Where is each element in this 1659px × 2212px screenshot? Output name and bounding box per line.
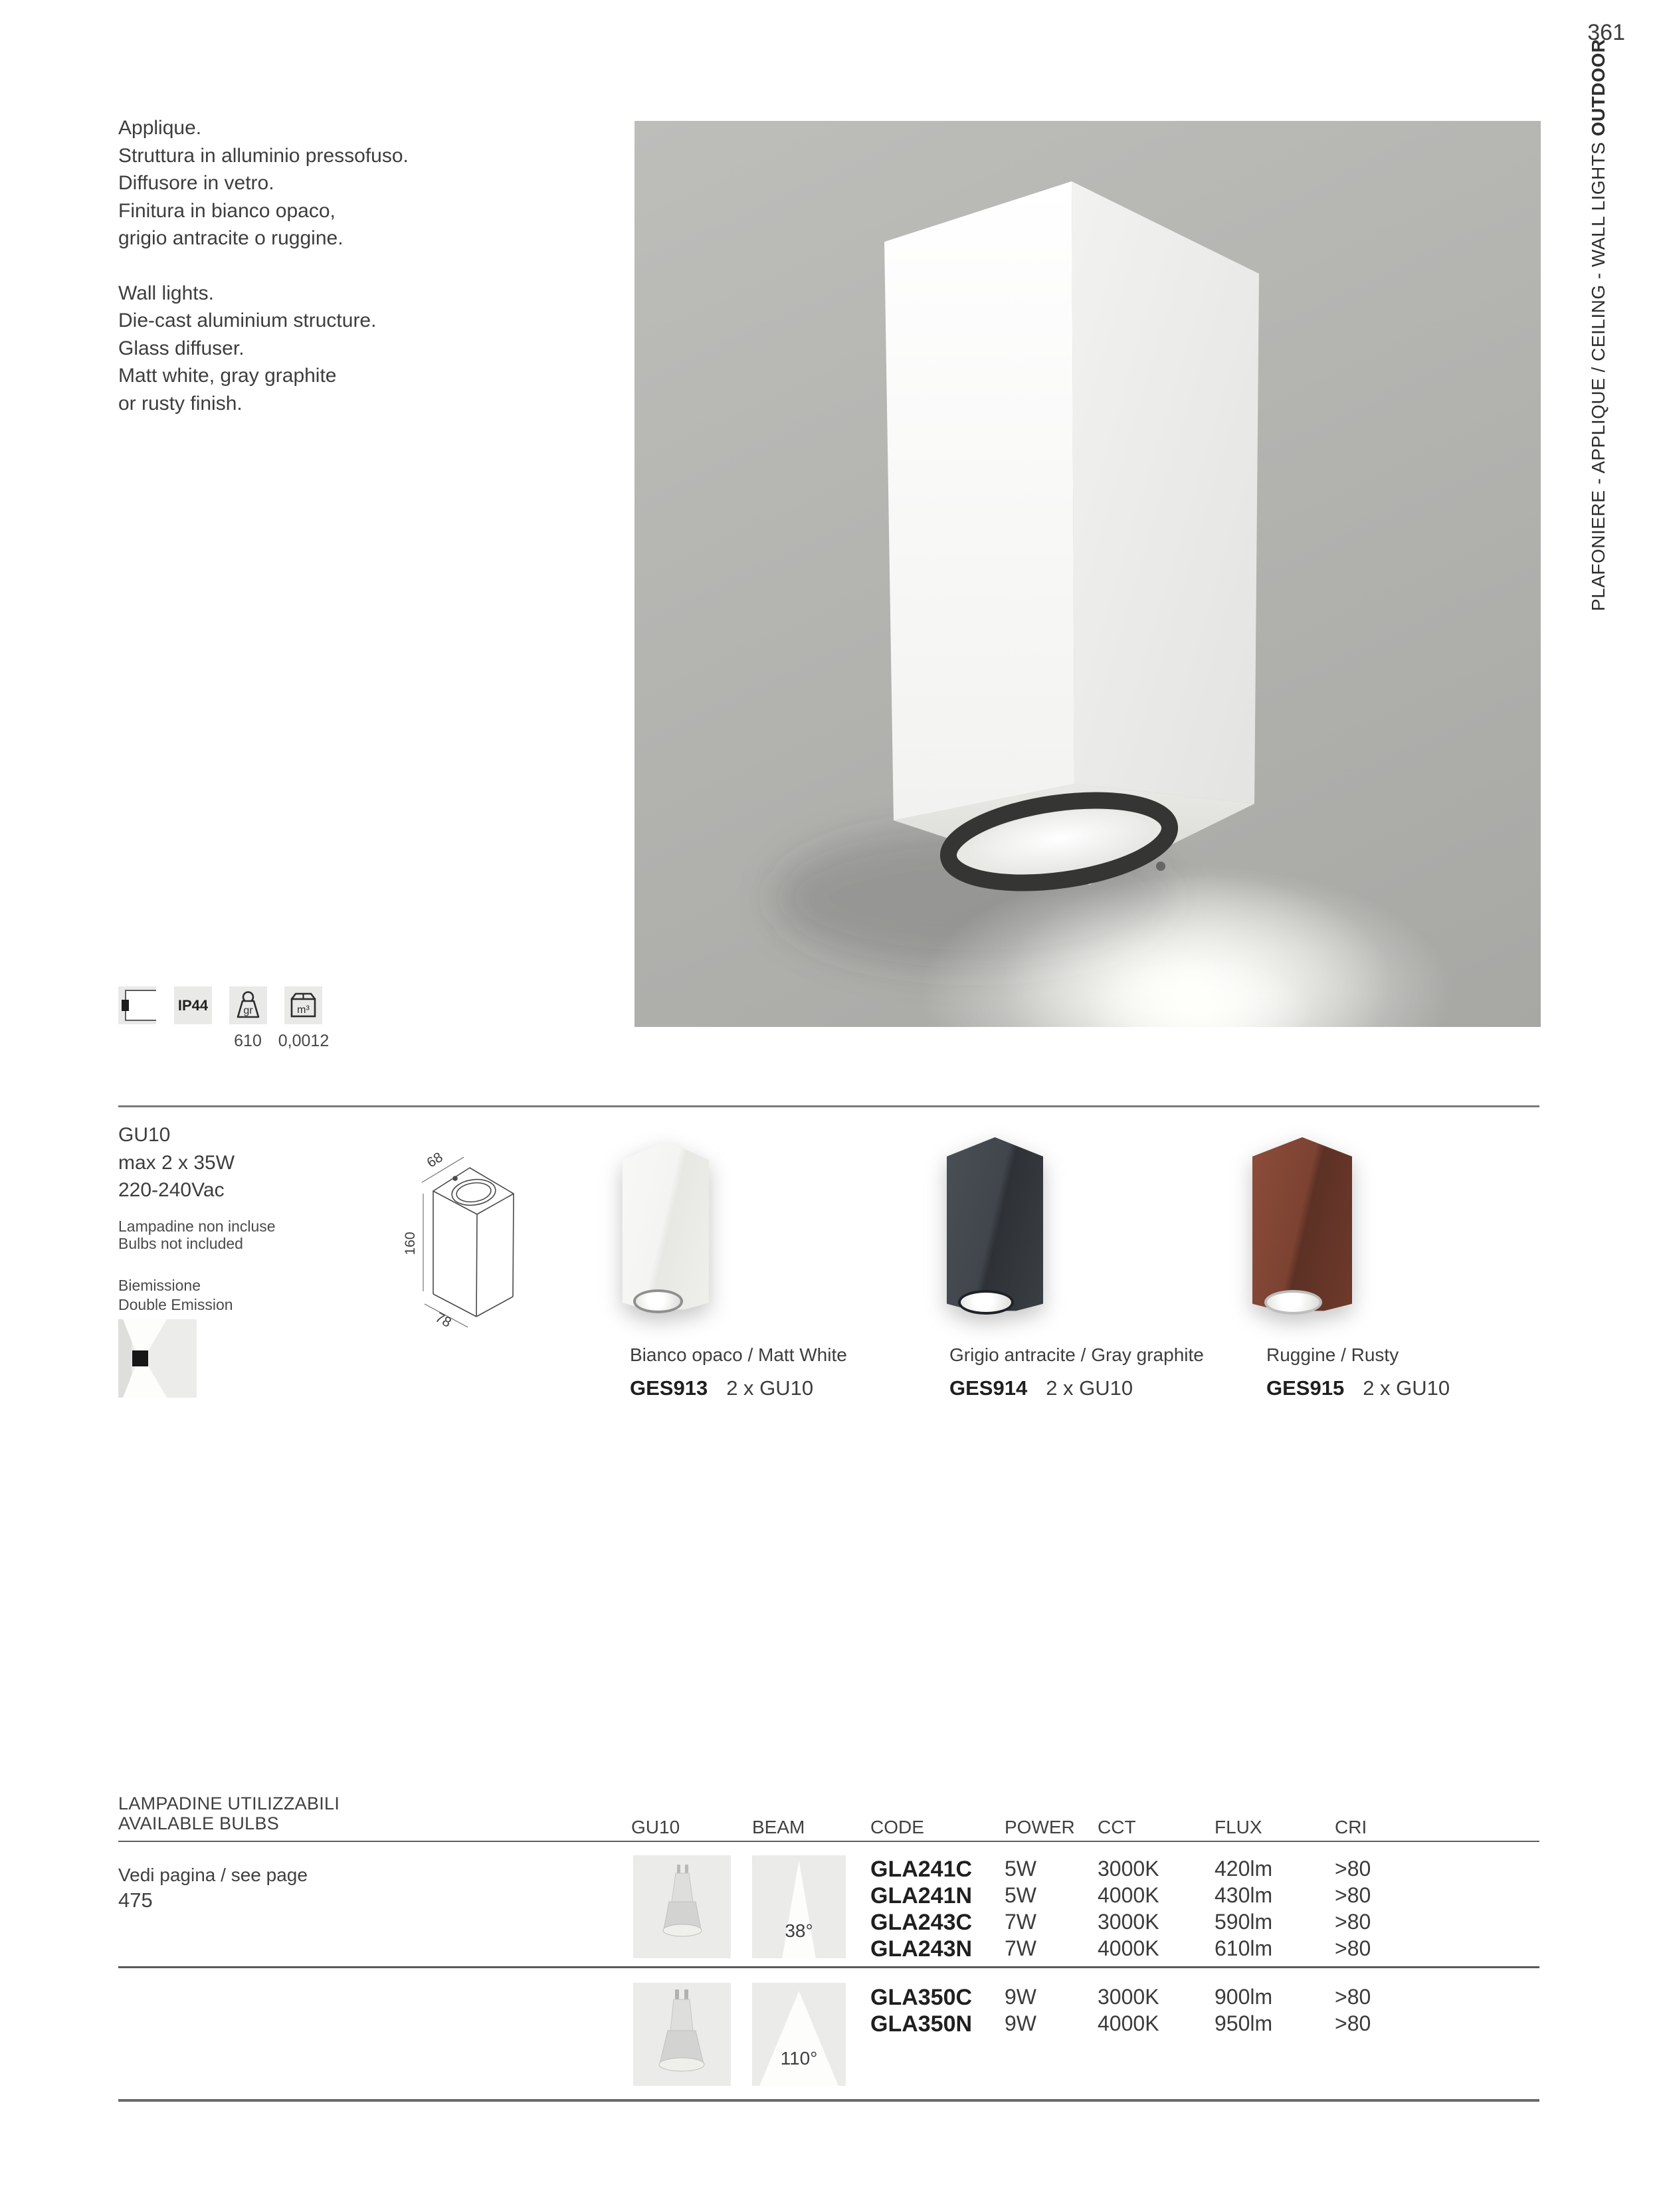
variant-name: Bianco opaco / Matt White	[630, 1344, 847, 1365]
lamp-body	[623, 1141, 709, 1311]
emission-it: Biemissione	[118, 1277, 201, 1294]
description-line-en: Die-cast aluminium structure.	[118, 310, 377, 331]
emission-source-square	[132, 1350, 148, 1366]
bulb-cct: 4000K	[1098, 1936, 1159, 1960]
bulb-code: GLA243N	[870, 1936, 973, 1962]
variant-lamping: 2 x GU10	[1046, 1376, 1133, 1400]
description-line-en: Matt white, gray graphite	[118, 365, 337, 387]
bulb-cct: 4000K	[1098, 1883, 1159, 1907]
description-line-en: or rusty finish.	[118, 392, 243, 415]
wall-mount-icon-lamp	[122, 1000, 129, 1011]
bulb-row	[870, 1857, 1541, 1883]
description-line-it: Struttura in alluminio pressofuso.	[118, 144, 409, 167]
ip-rating-badge	[174, 986, 212, 1024]
col-header-code: CODE	[870, 1817, 924, 1837]
dim-height: 160	[403, 1232, 418, 1255]
description-line-en: Glass diffuser.	[118, 337, 244, 359]
gu10-bulb-photo-38	[633, 1855, 731, 1958]
bulb-power: 7W	[1005, 1910, 1036, 1934]
bulb-power: 9W	[1005, 2011, 1036, 2035]
dimension-drawing	[385, 1129, 618, 1395]
see-page-label: Vedi pagina / see page	[118, 1865, 308, 1885]
variant-lamping: 2 x GU10	[1363, 1376, 1450, 1400]
col-header-beam: BEAM	[752, 1817, 805, 1837]
variant-lamping: 2 x GU10	[726, 1376, 814, 1400]
variant-code: GES915	[1266, 1376, 1345, 1400]
bulb-power: 7W	[1005, 1936, 1036, 1960]
bulb-cct: 3000K	[1098, 1910, 1159, 1934]
voltage: 220-240Vac	[118, 1179, 225, 1201]
col-header-power: POWER	[1005, 1817, 1075, 1837]
lamp-body	[947, 1137, 1043, 1313]
description-line-it: Diffusore in vetro.	[118, 172, 274, 194]
dim-depth: 78	[433, 1309, 454, 1331]
bulb-cri: >80	[1335, 1910, 1371, 1934]
variant-code-row	[1266, 1376, 1450, 1400]
variant-name: Grigio antracite / Gray graphite	[949, 1344, 1204, 1365]
bulb-code: GLA241N	[870, 1883, 973, 1908]
emission-en: Double Emission	[118, 1296, 233, 1313]
beam-cone	[752, 1855, 846, 1958]
beam-cone	[752, 1983, 846, 2086]
see-page-number[interactable]: 475	[118, 1889, 153, 1912]
bulb-cri: >80	[1335, 2011, 1371, 2035]
beam-icon-110	[752, 1983, 846, 2086]
bulb-cri: >80	[1335, 1936, 1371, 1960]
bulb-row	[870, 1883, 1541, 1910]
table-group-divider	[118, 1966, 1539, 1968]
volume-icon	[284, 986, 322, 1024]
gu10-bulb-photo-110	[633, 1983, 731, 2086]
ip-rating-label: IP44	[177, 996, 209, 1014]
description-line-it: grigio antracite o ruggine.	[118, 227, 343, 249]
col-header-gu10: GU10	[631, 1817, 680, 1837]
lamp-body	[1252, 1137, 1352, 1313]
bulb-flux: 420lm	[1215, 1857, 1273, 1881]
variant-code-row	[630, 1376, 813, 1400]
beam-icon-38	[752, 1855, 846, 1958]
bulb-power: 5W	[1005, 1857, 1036, 1881]
table-header-rule	[118, 1841, 1539, 1842]
bulbs-table-title	[118, 1794, 340, 1833]
electrical-specs	[118, 1121, 235, 1204]
volume-unit-label: m³	[297, 1004, 310, 1016]
max-power: max 2 x 35W	[118, 1151, 235, 1174]
variant-code: GES913	[630, 1376, 708, 1400]
lamp-lens	[1264, 1290, 1322, 1315]
wall-mount-icon	[118, 986, 156, 1024]
bulb-cri: >80	[1335, 1985, 1371, 2009]
wall-light-render	[634, 121, 1541, 1027]
variant-photo-matt-white	[623, 1141, 709, 1311]
weight-icon	[229, 986, 267, 1024]
bulb-code: GLA350N	[870, 2011, 973, 2037]
variant-photo-gray-graphite	[947, 1137, 1043, 1313]
description-line-it: Finitura in bianco opaco,	[118, 199, 336, 222]
emission-label	[118, 1276, 233, 1315]
lamp-socket: GU10	[118, 1124, 171, 1146]
bulb-cri: >80	[1335, 1857, 1371, 1881]
category-label-regular: PLAFONIERE - APPLIQUE / CEILING - WALL LIGHTS	[1588, 136, 1609, 611]
bulb-code: GLA243C	[870, 1910, 973, 1935]
bulb-code: GLA350C	[870, 1985, 973, 2010]
bulb-power: 9W	[1005, 1985, 1036, 2009]
bulb-flux: 900lm	[1215, 1985, 1273, 2009]
table-bottom-rule	[118, 2099, 1539, 2102]
bulb-cri: >80	[1335, 1883, 1371, 1907]
dim-width: 68	[424, 1149, 446, 1171]
col-header-cct: CCT	[1098, 1817, 1136, 1837]
beam-angle: 110°	[780, 2048, 818, 2069]
bulb-row	[870, 1985, 1541, 2011]
bulb-flux: 950lm	[1215, 2011, 1273, 2035]
double-emission-icon	[118, 1319, 197, 1398]
bulb-row	[870, 1936, 1541, 1963]
page-edge-category-label	[1588, 39, 1617, 611]
variant-name: Ruggine / Rusty	[1266, 1344, 1399, 1365]
variant-code-row	[949, 1376, 1133, 1400]
bulbs-title-it: LAMPADINE UTILIZZABILI	[118, 1794, 340, 1813]
bulb-cct: 3000K	[1098, 1985, 1159, 2009]
bulb-code: GLA241C	[870, 1857, 973, 1882]
beam-angle: 38°	[785, 1920, 813, 1941]
section-divider	[118, 1105, 1539, 1107]
bulb-flux: 590lm	[1215, 1910, 1273, 1934]
bulb-cct: 4000K	[1098, 2011, 1159, 2035]
product-description	[118, 114, 409, 417]
col-header-flux: FLUX	[1215, 1817, 1262, 1837]
main-product-photo	[634, 121, 1541, 1027]
wall-mount-icon-wall	[125, 990, 156, 1021]
lamp-lens	[633, 1289, 683, 1313]
lamp-lens	[958, 1290, 1014, 1315]
bulbs-note	[118, 1218, 276, 1252]
page-number: 361	[1587, 20, 1625, 45]
description-line-it: Applique.	[118, 117, 202, 139]
col-header-cri: CRI	[1335, 1817, 1367, 1837]
bulb-flux: 430lm	[1215, 1883, 1273, 1907]
description-line-en: Wall lights.	[118, 282, 214, 304]
category-label-bold: OUTDOOR	[1588, 39, 1609, 137]
bulbs-note-en: Bulbs not included	[118, 1235, 243, 1252]
bulbs-title-en: AVAILABLE BULBS	[118, 1813, 280, 1833]
weight-unit-label: gr	[243, 1005, 253, 1016]
see-page-note	[118, 1863, 308, 1913]
bulbs-note-it: Lampadine non incluse	[118, 1218, 276, 1235]
variant-code: GES914	[949, 1376, 1028, 1400]
bulb-flux: 610lm	[1215, 1936, 1273, 1960]
bulb-row	[870, 2011, 1541, 2038]
bulb-row	[870, 1910, 1541, 1936]
bulb-power: 5W	[1005, 1883, 1036, 1907]
weight-value: 610	[234, 1032, 262, 1050]
volume-value: 0,0012	[278, 1032, 330, 1050]
bulb-cct: 3000K	[1098, 1857, 1159, 1881]
variant-photo-rusty	[1252, 1137, 1352, 1313]
